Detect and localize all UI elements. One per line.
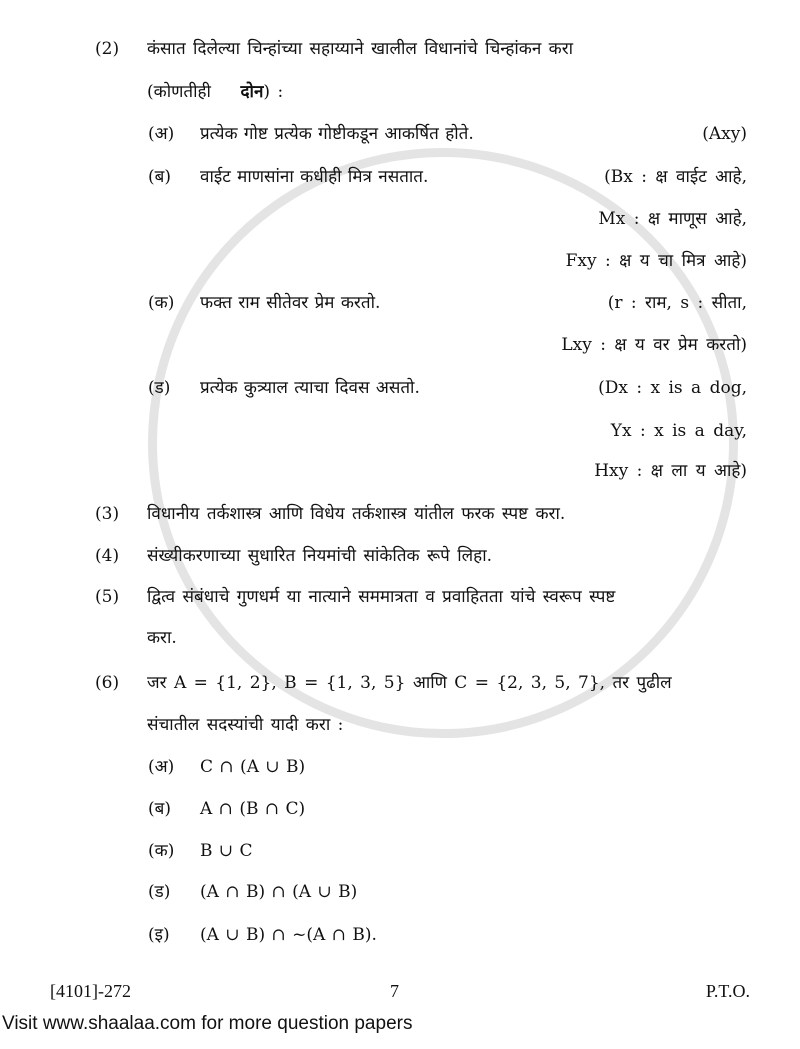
- question-text: जर A = {1, 2}, B = {1, 3, 5} आणि C = {2, 3, 5, 7}, तर पुढील: [147, 673, 672, 693]
- hint: (Dx : x is a dog,: [598, 378, 747, 398]
- sub-label: (अ): [148, 757, 175, 777]
- set-expression: C ∩ (A ∪ B): [200, 757, 306, 777]
- question-number: (6): [95, 673, 120, 693]
- set-expression: (A ∩ B) ∩ (A ∪ B): [200, 882, 358, 902]
- question-text-2: संचातील सदस्यांची यादी करा :: [147, 715, 344, 735]
- sub-label: (ब): [148, 799, 171, 819]
- sub-question-row: [148, 881, 747, 903]
- sub-label: (अ): [148, 124, 175, 144]
- sub-question-row: [148, 292, 747, 314]
- hint: Yx : x is a day,: [610, 421, 747, 441]
- question-text: विधानीय तर्कशास्त्र आणि विधेय तर्कशास्त्र यांतील फरक स्पष्ट करा.: [147, 504, 566, 524]
- watermark-circle: [148, 148, 738, 738]
- set-expression: B ∪ C: [200, 841, 253, 861]
- sub-question-row: [148, 756, 747, 778]
- sub-question-row: [148, 166, 747, 188]
- question-number: (2): [95, 39, 120, 59]
- sub-question-row: [148, 840, 747, 862]
- sub-text: फक्त राम सीतेवर प्रेम करतो.: [200, 293, 381, 313]
- sub-text: प्रत्येक गोष्ट प्रत्येक गोष्टीकडून आकर्षित होते.: [200, 124, 474, 144]
- sub-label: (इ): [148, 925, 170, 945]
- question-number: (3): [95, 504, 120, 524]
- question-text: कंसात दिलेल्या चिन्हांच्या सहाय्याने खालील विधानांचे चिन्हांकन करा: [147, 39, 574, 59]
- sub-label: (ड): [148, 882, 171, 902]
- hint: Fxy : क्ष य चा मित्र आहे): [565, 251, 747, 271]
- sub-label: (ड): [148, 378, 171, 398]
- paper-code: [4101]-272: [50, 981, 131, 1001]
- sub-question-row: [148, 123, 747, 145]
- sub-question-row: [148, 377, 747, 399]
- sub-label: (ब): [148, 167, 171, 187]
- sub-text: प्रत्येक कुत्र्याल त्याचा दिवस असतो.: [200, 378, 420, 398]
- set-expression: (A ∪ B) ∩ ~(A ∩ B).: [200, 925, 377, 945]
- sub-text: वाईट माणसांना कधीही मित्र नसतात.: [200, 167, 429, 187]
- question-text-2: [147, 81, 283, 103]
- sub-question-row: [148, 798, 747, 820]
- question-number: (4): [95, 546, 120, 566]
- set-expression: A ∩ (B ∩ C): [200, 799, 306, 819]
- question-number: (5): [95, 587, 120, 607]
- hint: Hxy : क्ष ला य आहे): [594, 461, 747, 481]
- text: (कोणतीही: [147, 82, 211, 102]
- question-text: संख्यीकरणाच्या सुधारित नियमांची सांकेतिक रूपे लिहा.: [147, 546, 493, 566]
- sub-label: (क): [148, 841, 175, 861]
- hint: (r : राम, s : सीता,: [607, 293, 747, 313]
- hint: (Bx : क्ष वाईट आहे,: [604, 167, 747, 187]
- hint: Mx : क्ष माणूस आहे,: [598, 209, 747, 229]
- question-text: द्वित्व संबंधाचे गुणधर्म या नात्याने सममात्रता व प्रवाहितता यांचे स्वरूप स्पष्ट: [147, 587, 616, 607]
- page-number: 7: [390, 981, 399, 1001]
- sub-label: (क): [148, 293, 175, 313]
- sub-question-row: [148, 924, 747, 946]
- promo-link[interactable]: Visit www.shaalaa.com for more question papers: [2, 1013, 413, 1034]
- question-text-2: करा.: [147, 628, 177, 648]
- hint: Lxy : क्ष य वर प्रेम करतो): [561, 335, 747, 355]
- hint: (Axy): [702, 124, 747, 144]
- pto-label: P.T.O.: [705, 981, 750, 1001]
- text: ) :: [263, 82, 284, 102]
- bold-text: दोन: [240, 82, 264, 102]
